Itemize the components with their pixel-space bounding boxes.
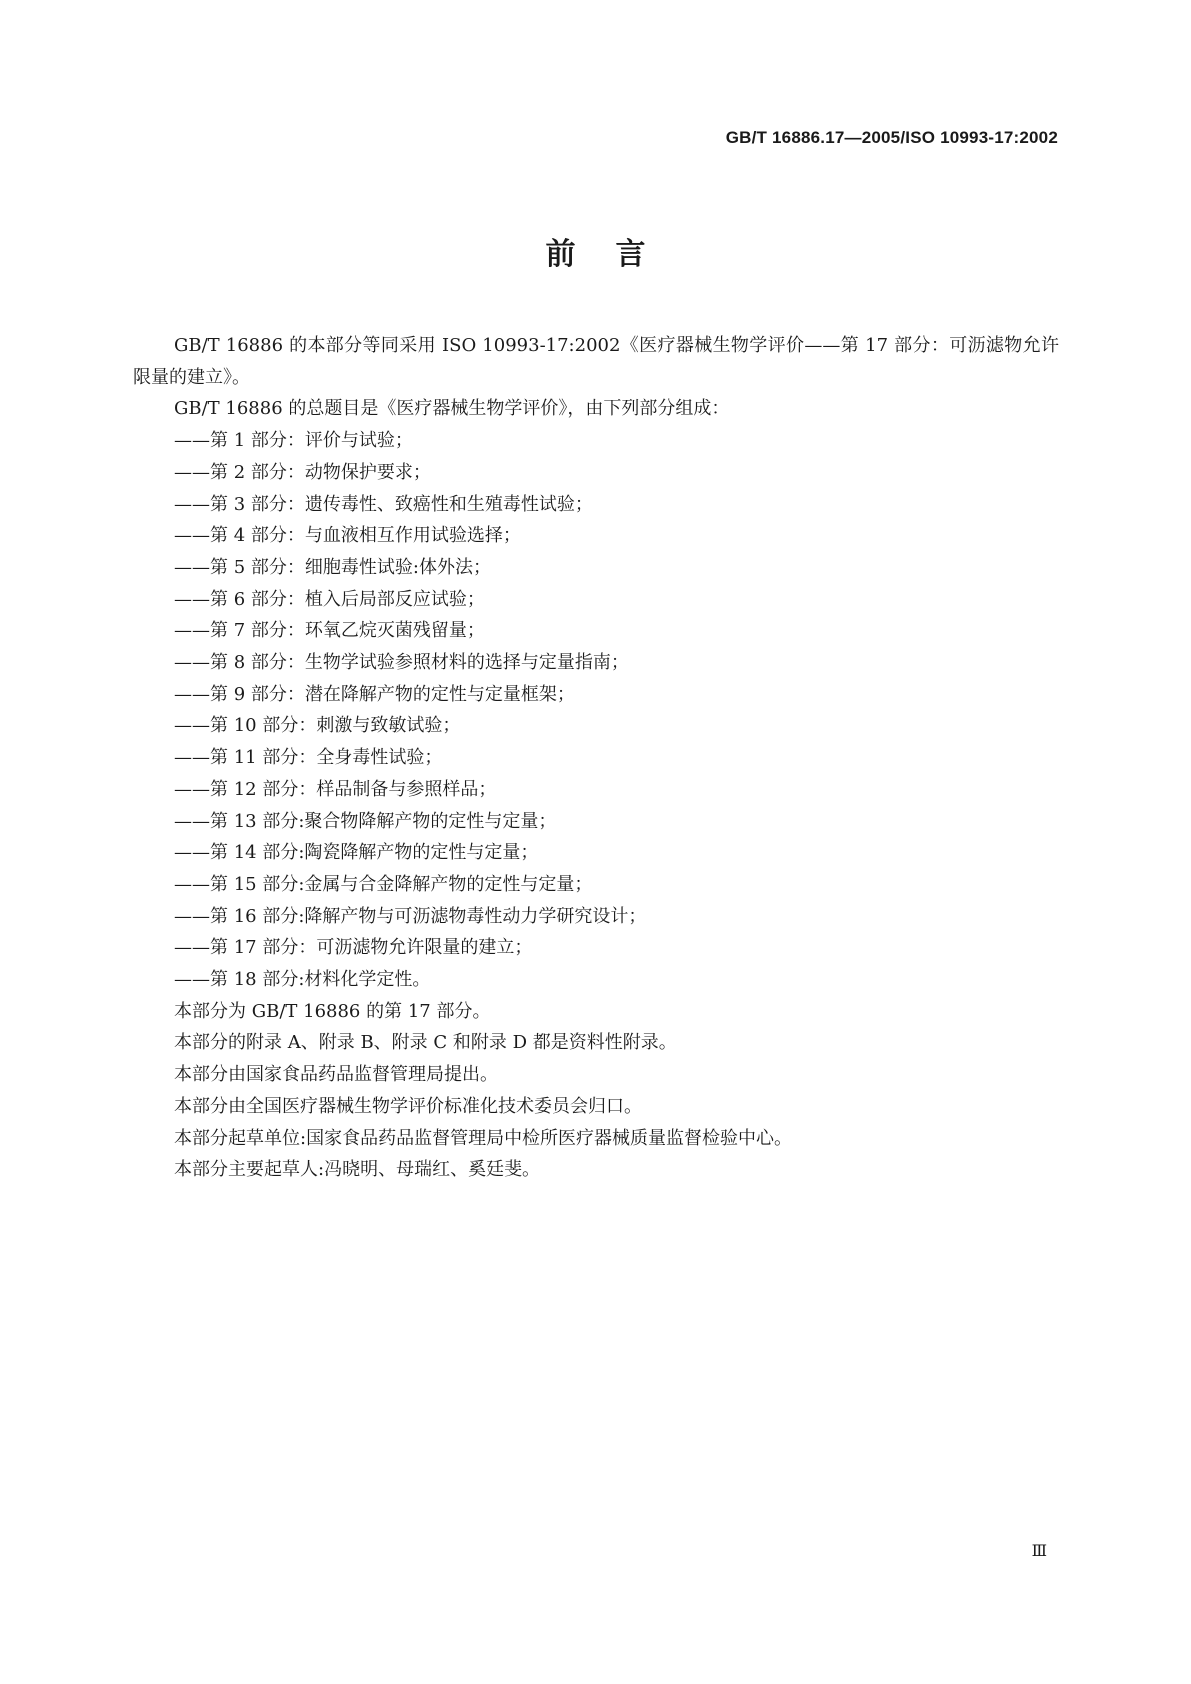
- list-item: ——第 13 部分:聚合物降解产物的定性与定量；: [174, 810, 557, 832]
- list-item: ——第 9 部分：潜在降解产物的定性与定量框架；: [174, 683, 575, 705]
- list-item: ——第 18 部分:材料化学定性。: [174, 969, 431, 991]
- list-item: ——第 10 部分：刺激与致敏试验；: [174, 715, 461, 737]
- list-item: ——第 16 部分:降解产物与可沥滤物毒性动力学研究设计；: [174, 905, 647, 927]
- list-item: ——第 3 部分：遗传毒性、致癌性和生殖毒性试验；: [174, 493, 593, 515]
- list-item: ——第 14 部分:陶瓷降解产物的定性与定量；: [174, 842, 539, 864]
- list-item: ——第 8 部分：生物学试验参照材料的选择与定量指南；: [174, 652, 629, 674]
- list-item: ——第 5 部分：细胞毒性试验:体外法；: [174, 556, 491, 578]
- closing-line-drafters: 本部分主要起草人:冯晓明、母瑞红、奚廷斐。: [174, 1159, 541, 1181]
- intro-paragraph-1: GB/T 16886 的本部分等同采用 ISO 10993-17:2002《医疗器械生物学评价——第 17 部分：可沥滤物允许限量的建立》。: [133, 335, 1059, 388]
- list-item: ——第 1 部分：评价与试验；: [174, 430, 413, 452]
- closing-line-committee: 本部分由全国医疗器械生物学评价标准化技术委员会归口。: [174, 1095, 642, 1117]
- page-title: 前言: [545, 237, 686, 272]
- intro-paragraph-2: GB/T 16886 的总题目是《医疗器械生物学评价》，由下列部分组成：: [174, 398, 730, 420]
- list-item: ——第 2 部分：动物保护要求；: [174, 461, 431, 483]
- closing-line-drafting-unit: 本部分起草单位:国家食品药品监督管理局中检所医疗器械质量监督检验中心。: [174, 1127, 793, 1149]
- foreword-body: [133, 330, 1059, 1186]
- list-item: ——第 11 部分：全身毒性试验；: [174, 747, 443, 769]
- closing-line-proposer: 本部分由国家食品药品监督管理局提出。: [174, 1064, 498, 1086]
- list-item: ——第 12 部分：样品制备与参照样品；: [174, 778, 497, 800]
- list-item: ——第 6 部分：植入后局部反应试验；: [174, 588, 485, 610]
- page-number: Ⅲ: [1031, 1541, 1046, 1560]
- list-item: ——第 17 部分：可沥滤物允许限量的建立；: [174, 937, 533, 959]
- parts-list: [133, 425, 1059, 996]
- list-item: ——第 7 部分：环氧乙烷灭菌残留量；: [174, 620, 485, 642]
- list-item: ——第 15 部分:金属与合金降解产物的定性与定量；: [174, 873, 593, 895]
- closing-line-annexes: 本部分的附录 A、附录 B、附录 C 和附录 D 都是资料性附录。: [174, 1032, 677, 1054]
- list-item: ——第 4 部分：与血液相互作用试验选择；: [174, 525, 521, 547]
- closing-line-part-number: 本部分为 GB/T 16886 的第 17 部分。: [174, 1000, 491, 1022]
- standard-code: GB/T 16886.17—2005/ISO 10993-17:2002: [725, 128, 1058, 147]
